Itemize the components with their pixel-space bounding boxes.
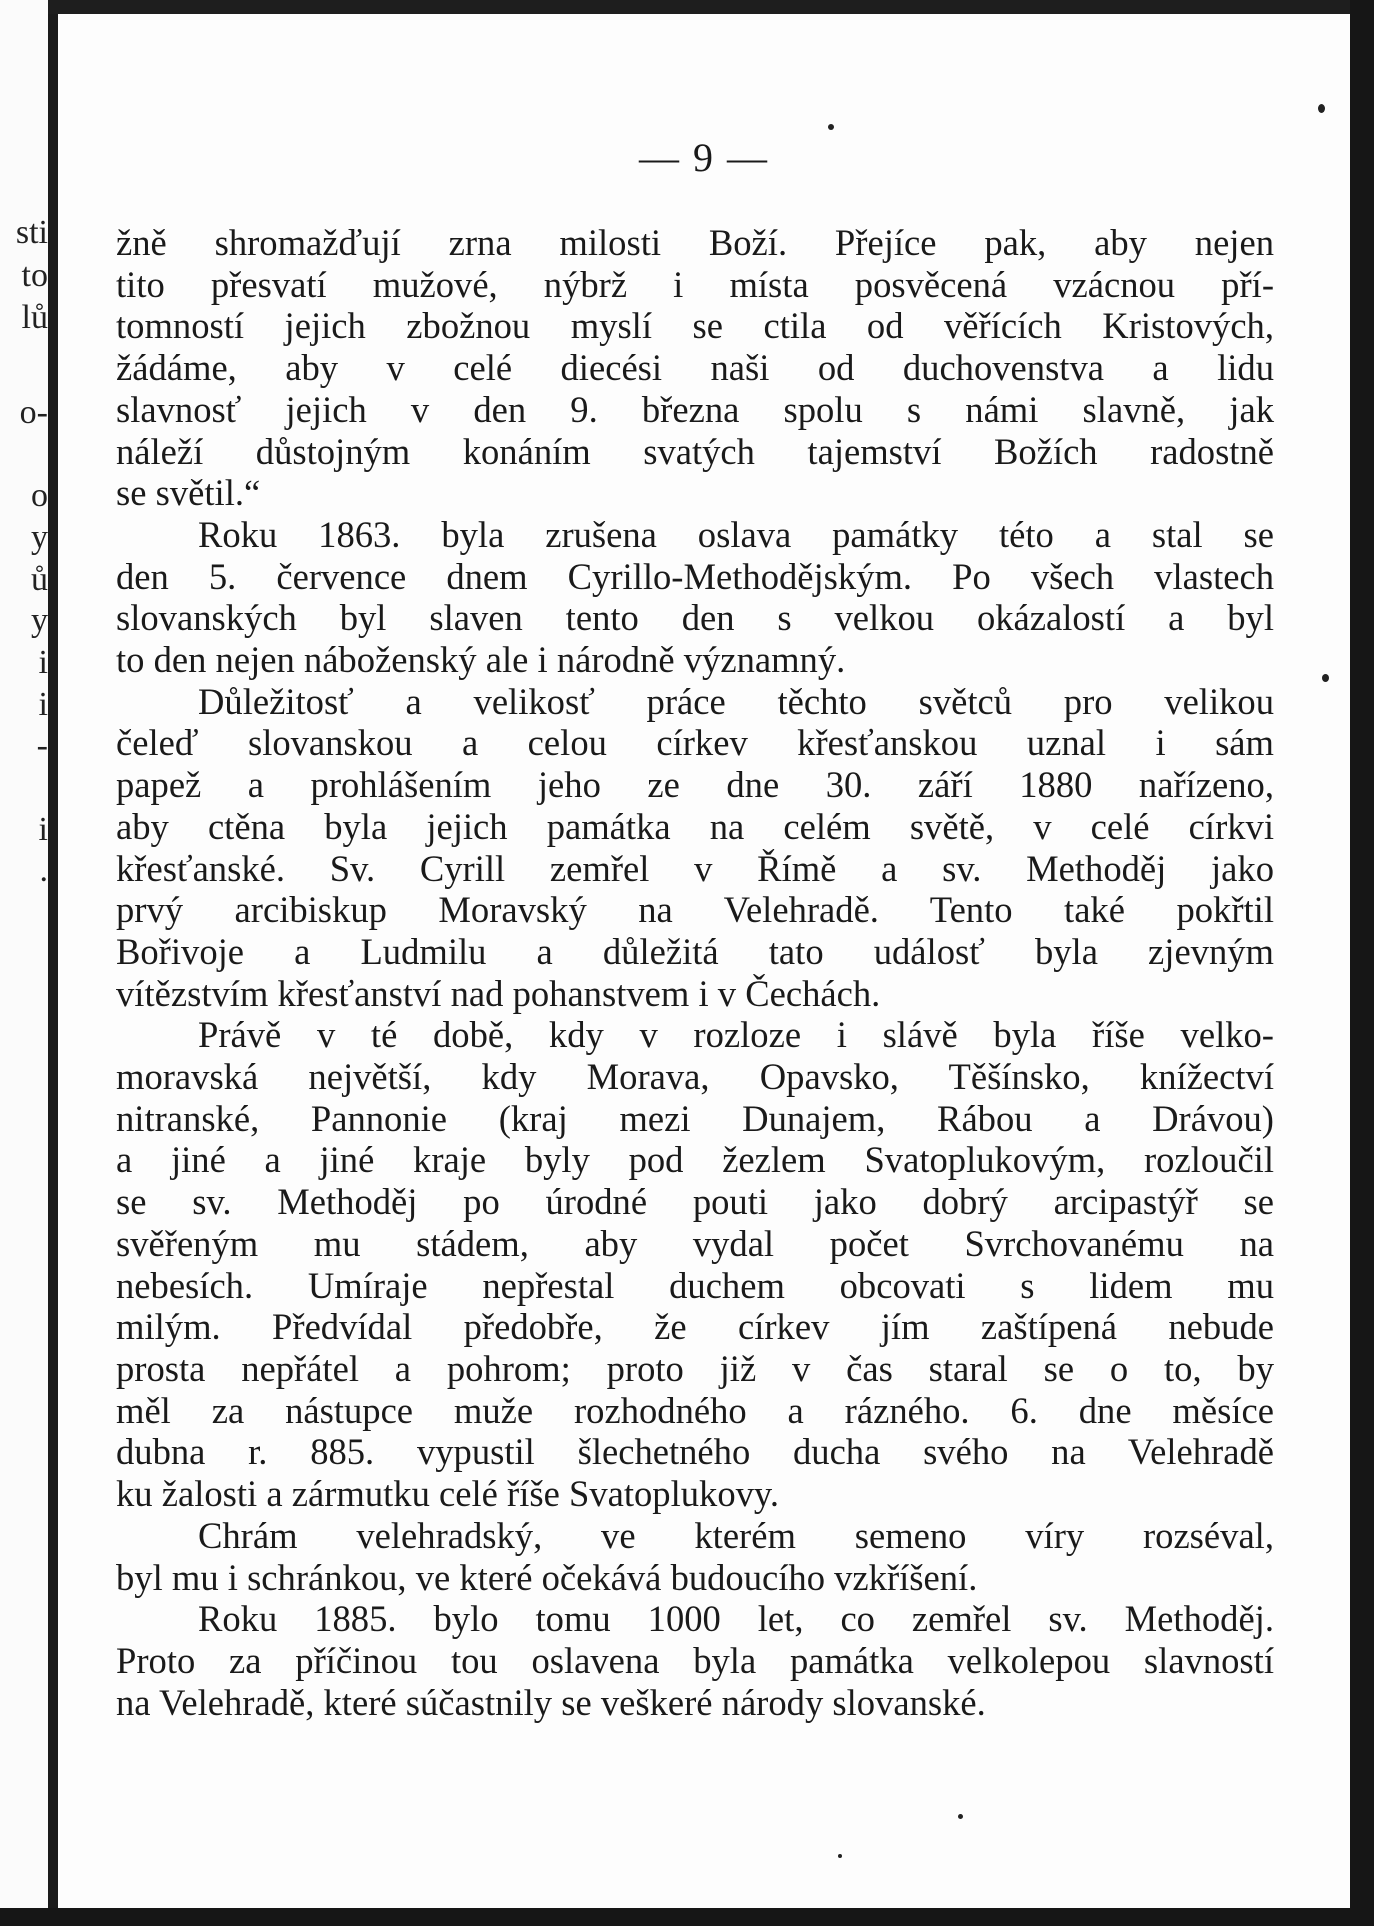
prev-page-fragment: ů [31,561,48,598]
text-line: Bořivoje a Ludmilu a důležitá tato událosť byla zjevným [116,930,1274,972]
prev-page-fragment: o- [19,394,48,431]
previous-page-edge [0,0,48,1926]
book-page [58,14,1350,1908]
scan-bottom-edge [0,1908,1374,1926]
text-line: se sv. Methoděj po úrodné pouti jako dobrý arcipastýř se [116,1181,1274,1223]
text-line: vítězstvím křesťanství nad pohanstvem i v Čechách. [116,972,881,1014]
text-line: Roku 1863. byla zrušena oslava památky této a stal se [198,513,1274,555]
text-line: se světil.“ [116,472,261,514]
page-number: — 9 — [639,135,769,180]
text-line: křesťanské. Sv. Cyrill zemřel v Římě a sv. Methoděj jako [116,847,1274,889]
text-line: byl mu i schránkou, ve které očekává budoucího vzkříšení. [116,1556,978,1598]
text-line: Roku 1885. bylo tomu 1000 let, co zemřel sv. Methoděj. [198,1598,1274,1640]
text-line: Proto za příčinou tou oslavena byla památka velkolepou slavností [116,1639,1274,1681]
prev-page-fragment: i [38,811,48,848]
scan-speck [828,124,834,130]
text-line: a jiné a jiné kraje byly pod žezlem Svatoplukovým, rozloučil [116,1139,1274,1181]
text-line: Právě v té době, kdy v rozloze i slávě byla říše velko- [198,1014,1274,1056]
text-line: milým. Předvídal předobře, že církev jím zaštípená nebude [116,1306,1274,1348]
prev-page-fragment: to [21,257,48,294]
prev-page-fragment: y [31,602,48,639]
text-line: nebesích. Umíraje nepřestal duchem obcovati s lidem mu [116,1264,1274,1306]
scan-top-edge [48,0,1374,14]
text-line: Důležitosť a velikosť práce těchto světců pro velikou [198,680,1274,722]
scan-right-edge [1350,0,1374,1926]
text-line: čeleď slovanskou a celou církev křesťanskou uznal i sám [116,722,1274,764]
text-line: den 5. července dnem Cyrillo-Methodějským. Po všech vlastech [116,555,1274,597]
text-line: prvý arcibiskup Moravský na Velehradě. Tento také pokřtil [116,889,1274,931]
scan-speck [838,1854,842,1858]
scan-speck [1322,674,1329,682]
text-line: tito přesvatí mužové, nýbrž i místa posvěcená vzácnou pří- [116,263,1274,305]
text-line: papež a prohlášením jeho ze dne 30. září 1880 nařízeno, [116,764,1274,806]
text-line: žádáme, aby v celé diecési naši od duchovenstva a lidu [116,347,1274,389]
text-line: Chrám velehradský, ve kterém semeno víry rozséval, [198,1514,1274,1556]
prev-page-fragment: sti [15,214,48,251]
text-line: svěřeným mu stádem, aby vydal počet Svrchovanému na [116,1222,1274,1264]
text-line: moravská největší, kdy Morava, Opavsko, Těšínsko, knížectví [116,1056,1274,1098]
text-line: ku žalosti a zármutku celé říše Svatoplukovy. [116,1473,779,1515]
text-line: náleží důstojným konáním svatých tajemství Božích radostně [116,430,1274,472]
scan-speck [958,1814,963,1819]
body-text [116,222,1274,1723]
text-line: slavnosť jejich v den 9. března spolu s námi slavně, jak [116,388,1274,430]
text-line: dubna r. 885. vypustil šlechetného ducha svého na Velehradě [116,1431,1274,1473]
text-line: tomností jejich zbožnou myslí se ctila od věřících Kristových, [116,305,1274,347]
prev-page-fragment: y [31,519,48,556]
text-line: nitranské, Pannonie (kraj mezi Dunajem, Rábou a Drávou) [116,1097,1274,1139]
text-line: to den nejen náboženský ale i národně významný. [116,639,846,681]
page-gutter-shadow [48,0,58,1926]
prev-page-fragment: i [38,686,48,723]
scan-speck [1318,104,1325,113]
prev-page-fragment: . [39,852,48,889]
text-line: prosta nepřátel a pohrom; proto již v čas staral se o to, by [116,1347,1274,1389]
text-line: aby ctěna byla jejich památka na celém světě, v celé církvi [116,805,1274,847]
text-line: žně shromažďují zrna milosti Boží. Přejíce pak, aby nejen [116,222,1274,263]
prev-page-fragment: lů [21,299,48,336]
text-line: měl za nástupce muže rozhodného a rázného. 6. dne měsíce [116,1389,1274,1431]
prev-page-fragment: o [31,477,48,514]
text-line: slovanských byl slaven tento den s velkou okázalostí a byl [116,597,1274,639]
prev-page-fragment: i [38,644,48,681]
text-line: na Velehradě, které súčastnily se veškeré národy slovanské. [116,1681,986,1723]
prev-page-fragment: - [36,727,48,764]
